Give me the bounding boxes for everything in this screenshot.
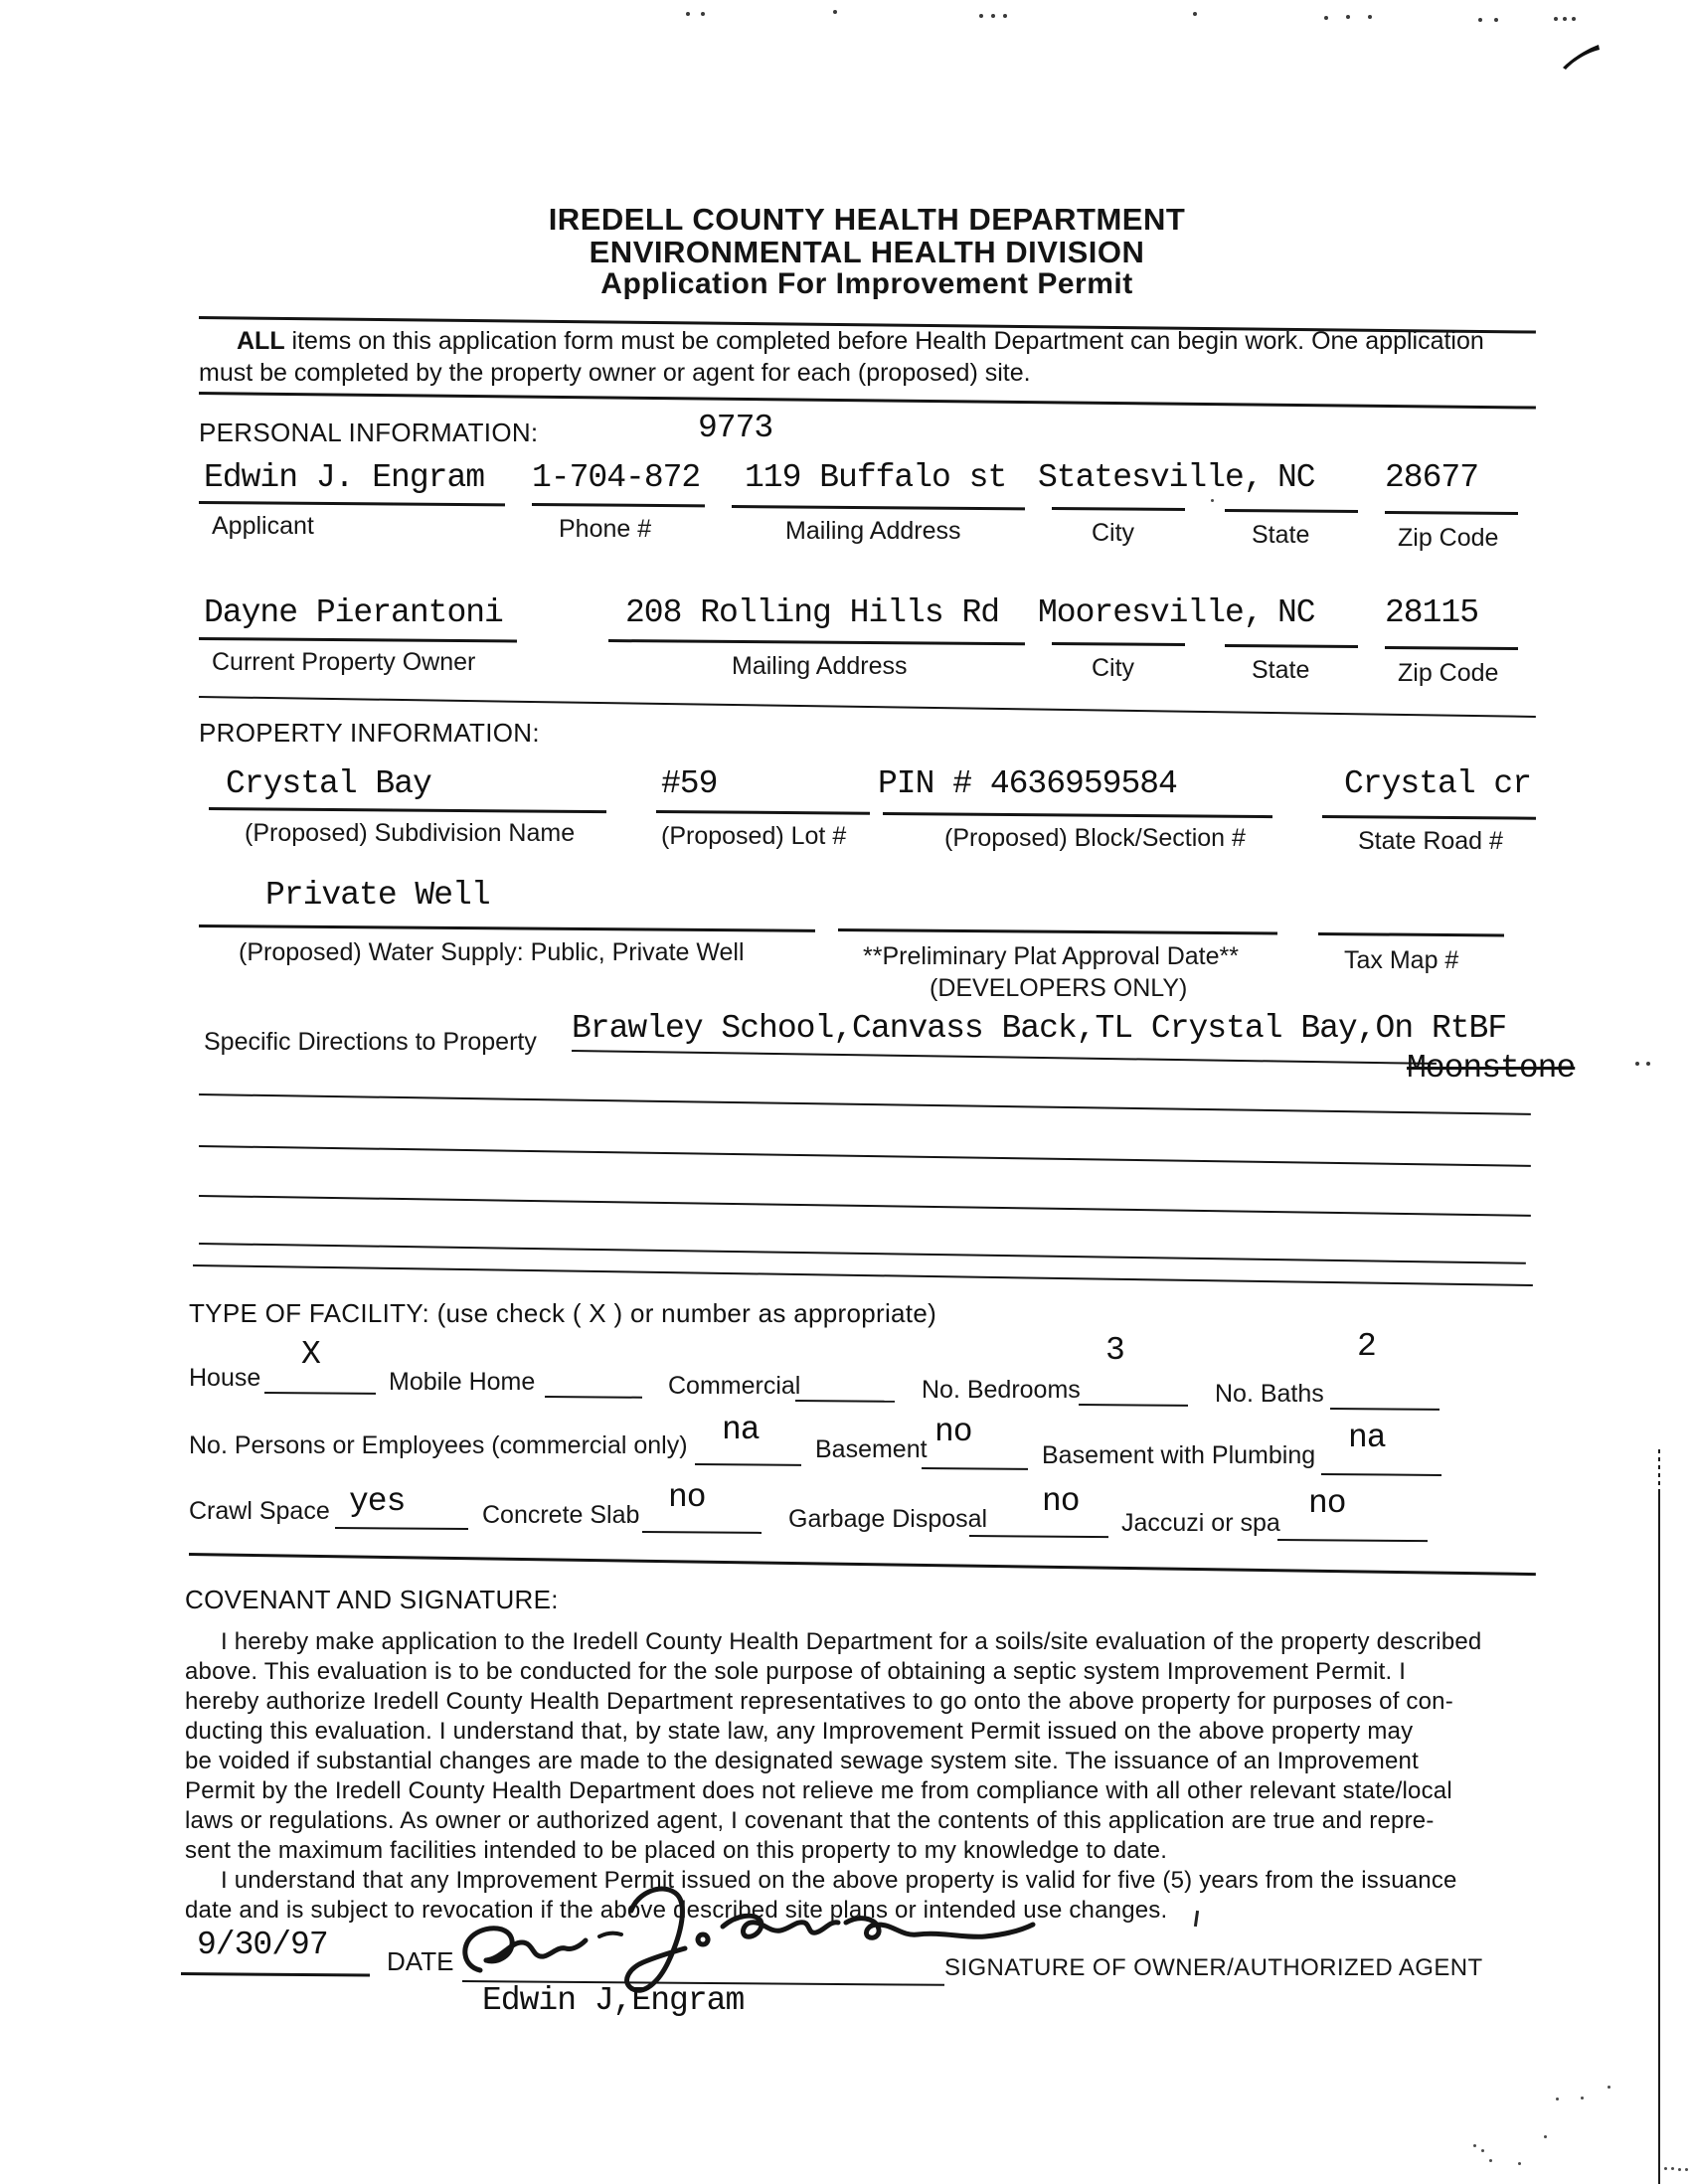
covenant-line: I understand that any Improvement Permit issued on the above property is valid for five (5) years from the issuance (221, 1867, 1457, 1894)
owner-mailing-line (608, 639, 1025, 645)
owner-state-line (1225, 644, 1358, 648)
owner-name-label: Current Property Owner (212, 648, 476, 676)
typed-signer-name: Edwin J,Engram (482, 1982, 745, 2019)
concrete-slab-blank (642, 1531, 762, 1534)
date-label: DATE (387, 1946, 454, 1976)
applicant-line (199, 501, 505, 506)
blank-line (199, 1093, 1531, 1115)
scan-speck (1664, 2167, 1667, 2170)
scan-speck (1608, 2086, 1610, 2089)
scan-speck (1489, 2159, 1492, 2162)
owner-city-line (1052, 642, 1185, 646)
phone-line (532, 503, 705, 507)
scan-speck (1678, 2168, 1681, 2171)
owner-state-label: State (1252, 656, 1310, 684)
applicant-value: Edwin J. Engram (204, 459, 485, 496)
scan-speck (1003, 14, 1007, 18)
covenant-line: above. This evaluation is to be conducted for the sole purpose of obtaining a septic system Improvement Permit. I (185, 1658, 1407, 1685)
scan-speck (1572, 17, 1576, 21)
lot-label: (Proposed) Lot # (661, 822, 847, 850)
file-number: 9773 (698, 410, 773, 446)
mobile-home-label: Mobile Home (389, 1368, 536, 1396)
scan-speck (1368, 15, 1372, 19)
basement-plumbing-value: na (1348, 1420, 1386, 1456)
lot-line (656, 810, 870, 815)
block-label: (Proposed) Block/Section # (944, 824, 1246, 852)
scan-edge-line (1658, 1489, 1660, 2184)
covenant-line: laws or regulations. As owner or authorized agent, I covenant that the contents of this application are true and repre- (185, 1807, 1435, 1834)
garbage-disposal-label: Garbage Disposal (788, 1505, 988, 1533)
owner-state-value: NC (1277, 594, 1315, 631)
covenant-line: Permit by the Iredell County Health Department does not relieve me from compliance with all other relevant state/local (185, 1777, 1452, 1804)
notice-bottom-rule (199, 392, 1536, 410)
signature-label: SIGNATURE OF OWNER/AUTHORIZED AGENT (944, 1954, 1483, 1981)
scan-speck (1478, 18, 1482, 22)
state-value: NC (1277, 459, 1315, 496)
phone-label: Phone # (559, 515, 652, 543)
scan-speck (1481, 2149, 1484, 2152)
water-supply-line (199, 924, 815, 932)
house-label: House (189, 1364, 261, 1392)
owner-mailing-label: Mailing Address (732, 652, 908, 680)
scan-speck (833, 10, 837, 14)
basement-label: Basement (815, 1435, 928, 1463)
concrete-slab-value: no (668, 1479, 706, 1516)
tax-map-line (1318, 932, 1504, 936)
pen-flick-mark (1559, 42, 1603, 72)
scan-speck (1518, 2162, 1521, 2165)
directions-value-line2: Moonstone (1407, 1050, 1576, 1087)
baths-value: 2 (1357, 1328, 1376, 1365)
house-value: X (301, 1336, 320, 1373)
bedrooms-label: No. Bedrooms (922, 1376, 1081, 1404)
scan-speck (1646, 1062, 1650, 1066)
scan-speck (1671, 2167, 1674, 2170)
owner-name-value: Dayne Pierantoni (204, 594, 503, 631)
baths-label: No. Baths (1215, 1380, 1324, 1408)
scan-speck (1494, 18, 1498, 22)
mailing-value: 119 Buffalo st (745, 459, 1007, 496)
bedrooms-value: 3 (1105, 1332, 1124, 1369)
phone-value: 1-704-872 (532, 459, 701, 496)
blank-line (193, 1264, 1533, 1286)
crawl-space-blank (335, 1527, 468, 1530)
scan-speck (979, 14, 983, 18)
baths-blank (1330, 1408, 1440, 1411)
mailing-line (732, 505, 1025, 510)
owner-name-line (199, 637, 517, 643)
water-supply-label: (Proposed) Water Supply: Public, Private Well (239, 938, 745, 966)
mobile-home-blank (545, 1396, 642, 1399)
owner-city-label: City (1092, 654, 1135, 682)
basement-plumbing-label: Basement with Plumbing (1042, 1441, 1316, 1469)
covenant-line: date and is subject to revocation if the above described site plans or intended use changes. (185, 1897, 1168, 1924)
jaccuzi-blank (1277, 1539, 1428, 1542)
scan-speck (1544, 2135, 1547, 2138)
scan-speck (1685, 2168, 1688, 2171)
facility-section-rule (189, 1553, 1536, 1576)
subdivision-line (209, 807, 606, 813)
covenant-line: I hereby make application to the Iredell County Health Department for a soils/site evaluation of the property described (221, 1628, 1482, 1655)
basement-blank (922, 1467, 1028, 1470)
scan-speck (1346, 15, 1350, 19)
block-line (883, 812, 1272, 818)
garbage-disposal-blank (969, 1535, 1108, 1538)
scan-speck (686, 12, 690, 16)
commercial-label: Commercial (668, 1372, 801, 1400)
city-label: City (1092, 519, 1135, 547)
blank-line (199, 1243, 1526, 1264)
plat-date-line (838, 928, 1277, 934)
house-blank (264, 1392, 376, 1395)
city-line (1052, 507, 1185, 511)
scan-speck (1556, 2098, 1559, 2100)
subdivision-label: (Proposed) Subdivision Name (245, 819, 576, 847)
covenant-line: sent the maximum facilities intended to be placed on this property to my knowledge to date. (185, 1837, 1168, 1864)
subdivision-value: Crystal Bay (226, 765, 431, 802)
covenant-line: hereby authorize Iredell County Health Department representatives to go onto the above property for purposes of con- (185, 1688, 1453, 1715)
notice-bold-word: ALL (237, 327, 285, 355)
scan-speck (1324, 16, 1328, 20)
scan-speck (1211, 499, 1214, 502)
scan-speck (1473, 2144, 1476, 2147)
covenant-line: be voided if substantial changes are made to the designated sewage system site. The issuance of an Improvement (185, 1748, 1419, 1774)
form-title: IREDELL COUNTY HEALTH DEPARTMENT (548, 202, 1186, 237)
zip-label: Zip Code (1398, 524, 1499, 552)
owner-zip-line (1385, 646, 1518, 650)
owner-city-value: Mooresville, (1038, 594, 1263, 631)
blank-line (199, 1145, 1531, 1167)
basement-plumbing-blank (1321, 1473, 1441, 1476)
scan-speck (1193, 12, 1197, 16)
applicant-label: Applicant (212, 512, 314, 540)
scan-speck (701, 12, 705, 16)
form-subtitle: Application For Improvement Permit (600, 267, 1133, 300)
state-line (1225, 509, 1358, 513)
commercial-blank (795, 1400, 895, 1403)
persons-label: No. Persons or Employees (commercial only) (189, 1431, 688, 1459)
persons-value: na (722, 1412, 760, 1448)
directions-value: Brawley School,Canvass Back,TL Crystal Bay,On RtBF (572, 1010, 1507, 1047)
personal-heading: PERSONAL INFORMATION: (199, 418, 539, 447)
directions-label: Specific Directions to Property (204, 1028, 537, 1056)
owner-zip-value: 28115 (1385, 594, 1479, 631)
developers-only-label: (DEVELOPERS ONLY) (930, 974, 1188, 1002)
concrete-slab-label: Concrete Slab (482, 1501, 640, 1529)
scan-speck (1581, 2097, 1584, 2100)
state-road-value: Crystal cr (1344, 765, 1532, 802)
facility-heading: TYPE OF FACILITY: (use check ( X ) or number as appropriate) (189, 1298, 937, 1328)
city-value: Statesville, (1038, 459, 1263, 496)
crawl-space-label: Crawl Space (189, 1497, 330, 1525)
zip-line (1385, 511, 1518, 515)
jaccuzi-label: Jaccuzi or spa (1121, 1509, 1280, 1537)
zip-value: 28677 (1385, 459, 1479, 496)
garbage-disposal-value: no (1042, 1483, 1080, 1520)
lot-value: #59 (661, 765, 718, 802)
state-road-label: State Road # (1358, 827, 1503, 855)
persons-blank (695, 1463, 801, 1466)
scan-speck (1635, 1062, 1639, 1066)
basement-value: no (934, 1414, 972, 1450)
state-label: State (1252, 521, 1310, 549)
bedrooms-blank (1079, 1404, 1188, 1407)
jaccuzi-value: no (1308, 1485, 1346, 1522)
scan-speck (991, 14, 995, 18)
notice-line1-rest: items on this application form must be completed before Health Department can begin work. One application (284, 327, 1484, 355)
owner-section-rule (199, 696, 1536, 718)
scan-edge-line-dotted (1658, 1449, 1660, 1489)
blank-line (199, 1195, 1531, 1217)
directions-line1 (572, 1050, 1437, 1065)
crawl-space-value: yes (349, 1483, 406, 1520)
covenant-line: ducting this evaluation. I understand that, by state law, any Improvement Permit issued on the above property may (185, 1718, 1414, 1745)
covenant-heading: COVENANT AND SIGNATURE: (185, 1585, 559, 1614)
scan-speck (1554, 17, 1558, 21)
notice-line1 (237, 327, 1484, 356)
owner-zip-label: Zip Code (1398, 659, 1499, 687)
property-heading: PROPERTY INFORMATION: (199, 718, 540, 748)
date-value: 9/30/97 (197, 1927, 328, 1963)
state-road-line (1322, 815, 1536, 820)
mailing-label: Mailing Address (785, 517, 961, 545)
stray-tick-mark (1194, 1911, 1199, 1927)
owner-mailing-value: 208 Rolling Hills Rd (625, 594, 1000, 631)
plat-date-label: **Preliminary Plat Approval Date** (863, 942, 1239, 970)
division-title: ENVIRONMENTAL HEALTH DIVISION (589, 235, 1145, 269)
water-supply-value: Private Well (265, 877, 490, 914)
notice-line2: must be completed by the property owner or agent for each (proposed) site. (199, 359, 1031, 387)
scan-speck (1563, 17, 1567, 21)
date-line (181, 1972, 370, 1976)
tax-map-label: Tax Map # (1344, 946, 1459, 974)
block-value: PIN # 4636959584 (878, 765, 1177, 802)
